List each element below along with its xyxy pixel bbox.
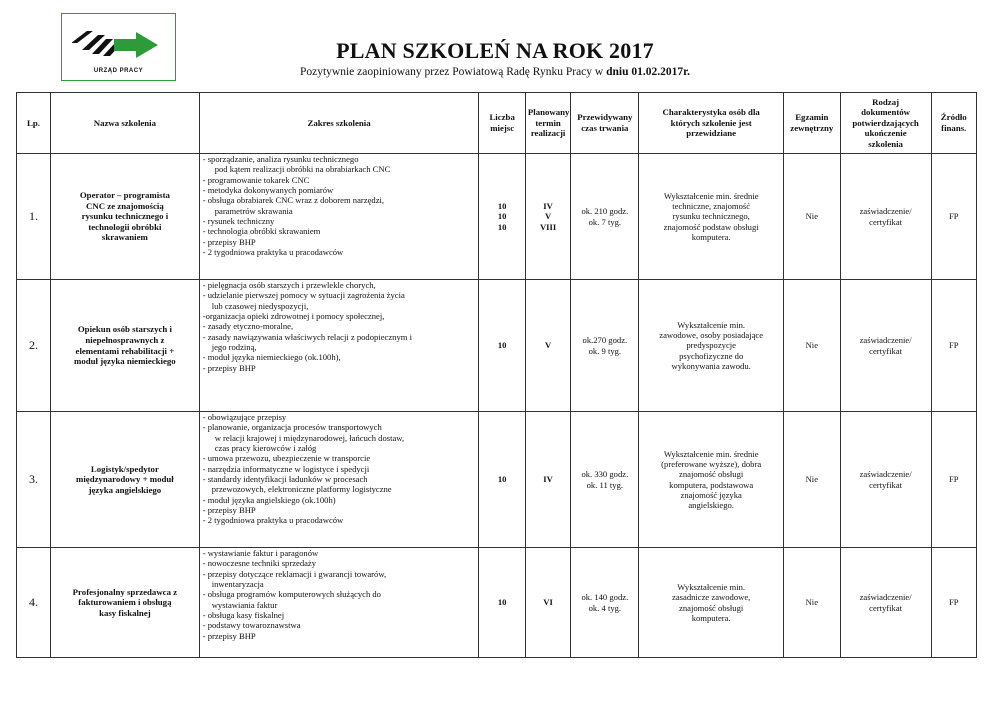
zakres-line: - przepisy BHP (202, 504, 256, 515)
zakres-line: - metodyka dokonywanych pomiarów (202, 184, 334, 195)
termin-line: VI (543, 597, 553, 608)
row-zakres (199, 548, 479, 658)
header-line: termin (535, 117, 561, 128)
header-line: finans. (941, 123, 967, 133)
zakres-line: parametrów skrawania (214, 205, 293, 216)
termin-line: V (544, 211, 552, 222)
czas-line: ok. 11 tyg. (586, 479, 624, 490)
header-czas (571, 93, 639, 154)
subtitle-prefix: Pozytywnie zaopiniowany przez Powiatową Radę Rynku Pracy w (299, 66, 607, 78)
header-line: Charakterystyka osób dla (662, 107, 760, 118)
charakterystyka-line: znajomość podstaw obsługi (663, 221, 759, 232)
header-lp: Lp. (17, 93, 51, 154)
dokumenty-line: zaświadczenie/ (859, 206, 912, 217)
row-dokumenty (840, 412, 931, 548)
liczba-line: 10 (497, 221, 507, 232)
zakres-line: w relacji krajowej i międzynarodowej, łańcuch dostaw, (214, 432, 405, 443)
nazwa-line: CNC ze znajomością (86, 200, 164, 211)
header-line: potwierdzających (852, 117, 919, 128)
row-charakterystyka (639, 154, 784, 280)
row-zrodlo: FP (931, 154, 976, 280)
header-charakterystyka (639, 93, 784, 154)
zakres-line: - umowa przewozu, ubezpieczenie w transporcie (202, 453, 371, 464)
row-nazwa (51, 154, 200, 280)
row-zakres (199, 412, 479, 548)
czas-line: ok. 140 godz. (581, 592, 629, 603)
row-termin (525, 412, 570, 548)
zakres-line: - pielęgnacja osób starszych i przewlekle chorych, (202, 280, 376, 290)
nazwa-line: technologii obróbki (88, 221, 162, 232)
row-zrodlo: FP (931, 280, 976, 412)
liczba-line: 10 (497, 340, 507, 351)
nazwa-line: Operator – programista (79, 190, 170, 201)
header-line: Egzamin (795, 112, 829, 123)
charakterystyka-line: rysunku technicznego, (672, 211, 750, 222)
charakterystyka-line: Wykształcenie min. (677, 319, 746, 330)
training-plan-table (16, 92, 977, 658)
czas-line: ok. 7 tyg. (588, 216, 622, 227)
nazwa-line: kasy fiskalnej (99, 607, 151, 618)
header-line: Źródło (940, 112, 967, 123)
czas-line: ok.270 godz. (582, 335, 628, 346)
dokumenty-line: certyfikat (869, 602, 903, 613)
zakres-line: - programowanie tokarek CNC (202, 174, 310, 185)
header-line: Planowany (527, 107, 570, 118)
header-nazwa: Nazwa szkolenia (51, 93, 200, 154)
header-line: przewidziane (686, 128, 737, 139)
termin-line: VIII (539, 221, 557, 232)
row-lp: 4. (17, 548, 51, 658)
table-row (17, 154, 977, 280)
nazwa-line: rysunku technicznego i (81, 211, 169, 222)
dokumenty-line: zaświadczenie/ (859, 335, 912, 346)
table-row (17, 412, 977, 548)
zakres-line: - moduł języka niemieckiego (ok.100h), (202, 352, 341, 363)
zakres-line: przewozowych, elektroniczne platformy logistyczne (211, 484, 392, 495)
row-dokumenty (840, 548, 931, 658)
row-nazwa (51, 412, 200, 548)
row-egzamin: Nie (783, 154, 840, 280)
zakres-line: - nowoczesne techniki sprzedaży (202, 558, 317, 569)
header-line: Rodzaj (872, 96, 900, 107)
header-line: czas trwania (581, 123, 629, 133)
row-egzamin: Nie (783, 412, 840, 548)
zakres-line: - rysunek techniczny (202, 215, 275, 226)
row-liczba (479, 412, 525, 548)
liczba-line: 10 (497, 201, 507, 212)
dokumenty-line: certyfikat (869, 345, 903, 356)
header-dokumenty (840, 93, 931, 154)
page-subtitle (180, 66, 810, 78)
dokumenty-line: certyfikat (869, 216, 903, 227)
charakterystyka-line: zasadnicze zawodowe, (672, 592, 751, 603)
zakres-line: inwentaryzacja (211, 578, 264, 589)
zakres-line: jego rodziną, (211, 341, 257, 352)
zakres-line: - obsługa programów komputerowych służących do (202, 589, 381, 600)
logo-text: URZĄD PRACY (93, 68, 144, 74)
nazwa-line: Logistyk/spedytor (90, 463, 159, 474)
charakterystyka-line: Wykształcenie min. (677, 581, 746, 592)
charakterystyka-line: znajomość obsługi (679, 602, 744, 613)
zakres-line: - obowiązujące przepisy (202, 412, 287, 422)
row-charakterystyka (639, 280, 784, 412)
row-zakres (199, 280, 479, 412)
charakterystyka-line: znajomość obsługi (679, 469, 744, 480)
row-czas (571, 280, 639, 412)
subtitle-date: dniu 01.02.2017r. (606, 66, 691, 78)
header-zrodlo (931, 93, 976, 154)
charakterystyka-line: komputera, podstawowa (669, 479, 754, 490)
row-dokumenty (840, 280, 931, 412)
header-line: realizacji (530, 128, 566, 139)
nazwa-line: moduł języka niemieckiego (74, 356, 176, 367)
header-line: miejsc (490, 123, 515, 133)
header-liczba (479, 93, 525, 154)
row-zrodlo: FP (931, 548, 976, 658)
charakterystyka-line: psychofizyczne do (679, 350, 744, 361)
logo-graphic (72, 23, 168, 67)
zakres-line: - podstawy towaroznawstwa (202, 620, 301, 631)
nazwa-line: Profesjonalny sprzedawca z (72, 586, 178, 597)
row-lp: 3. (17, 412, 51, 548)
row-czas (571, 412, 639, 548)
liczba-line: 10 (497, 597, 507, 608)
czas-line: ok. 9 tyg. (588, 345, 622, 356)
table-row (17, 548, 977, 658)
row-liczba (479, 280, 525, 412)
termin-line: IV (543, 201, 553, 212)
nazwa-line: fakturowaniem i obsługą (78, 597, 172, 608)
zakres-line: - 2 tygodniowa praktyka u pracodawców (202, 515, 344, 526)
dokumenty-line: certyfikat (869, 479, 903, 490)
zakres-line: - standardy identyfikacji ładunków w procesach (202, 473, 368, 484)
arrow-icon (114, 32, 158, 58)
charakterystyka-line: zawodowe, osoby posiadające (659, 330, 764, 341)
header-line: Liczba (489, 112, 515, 123)
czas-line: ok. 4 tyg. (588, 602, 622, 613)
dokumenty-line: zaświadczenie/ (859, 592, 912, 603)
nazwa-line: międzynarodowy + moduł (76, 474, 174, 485)
zakres-line: - technologia obróbki skrawaniem (202, 226, 321, 237)
header-zakres: Zakres szkolenia (199, 93, 479, 154)
czas-line: ok. 210 godz. (581, 206, 629, 217)
charakterystyka-line: (preferowane wyższe), dobra (661, 458, 762, 469)
row-termin (525, 548, 570, 658)
charakterystyka-line: komputera. (691, 231, 731, 242)
header-line: Przewidywany (577, 112, 633, 123)
dokumenty-line: zaświadczenie/ (859, 469, 912, 480)
row-lp: 2. (17, 280, 51, 412)
header-row (17, 93, 977, 154)
czas-line: ok. 330 godz. (581, 469, 629, 480)
zakres-line: lub czasowej niedyspozycji, (211, 300, 309, 311)
charakterystyka-line: angielskiego. (688, 500, 734, 511)
row-dokumenty (840, 154, 931, 280)
liczba-line: 10 (497, 211, 507, 222)
nazwa-line: Opiekun osób starszych i (77, 324, 172, 335)
liczba-line: 10 (497, 474, 507, 485)
row-liczba (479, 548, 525, 658)
zakres-line: - udzielanie pierwszej pomocy w sytuacji zagrożenia życia (202, 290, 405, 301)
row-charakterystyka (639, 548, 784, 658)
zakres-line: - sporządzanie, analiza rysunku technicznego (202, 154, 359, 164)
urzad-pracy-logo (61, 13, 176, 81)
charakterystyka-line: znajomość języka (680, 489, 742, 500)
header-egzamin (783, 93, 840, 154)
charakterystyka-line: Wykształcenie min. średnie (663, 448, 759, 459)
table-row (17, 280, 977, 412)
zakres-line: -organizacja opieki zdrowotnej i pomocy społecznej, (202, 310, 385, 321)
zakres-line: - zasady nawiązywania właściwych relacji z podopiecznym i (202, 331, 412, 342)
charakterystyka-line: wykonywania zawodu. (671, 360, 751, 371)
zakres-line: - 2 tygodniowa praktyka u pracodawców (202, 246, 344, 257)
zakres-line: wystawiania faktur (211, 599, 278, 610)
zakres-line: - obsługa obrabiarek CNC wraz z doborem narzędzi, (202, 195, 385, 206)
row-zrodlo: FP (931, 412, 976, 548)
nazwa-line: niepełnosprawnych z (85, 334, 165, 345)
zakres-line: - przepisy BHP (202, 362, 256, 373)
header-line: ukończenie (864, 128, 907, 139)
nazwa-line: języka angielskiego (88, 484, 162, 495)
charakterystyka-line: techniczne, znajomość (672, 201, 751, 212)
zakres-line: - zasady etyczno-moralne, (202, 321, 294, 332)
zakres-line: - obsługa kasy fiskalnej (202, 609, 285, 620)
header-line: szkolenia (868, 138, 903, 149)
header-termin (525, 93, 570, 154)
header-line: zewnętrzny (790, 123, 834, 133)
zakres-line: - wystawianie faktur i paragonów (202, 548, 319, 558)
row-egzamin: Nie (783, 548, 840, 658)
header-line: których szkolenie jest (670, 117, 752, 128)
termin-line: V (544, 340, 552, 351)
zakres-line: - przepisy dotyczące reklamacji i gwarancji towarów, (202, 568, 387, 579)
header-line: dokumentów (861, 107, 911, 118)
row-egzamin: Nie (783, 280, 840, 412)
row-czas (571, 154, 639, 280)
row-charakterystyka (639, 412, 784, 548)
zakres-line: pod kątem realizacji obróbki na obrabiarkach CNC (214, 164, 391, 175)
charakterystyka-line: predyspozycje (686, 340, 736, 351)
row-termin (525, 280, 570, 412)
row-lp: 1. (17, 154, 51, 280)
zakres-line: - przepisy BHP (202, 236, 256, 247)
zakres-line: - przepisy BHP (202, 630, 256, 641)
row-czas (571, 548, 639, 658)
row-liczba (479, 154, 525, 280)
zakres-line: czas pracy kierowców i załóg (214, 442, 317, 453)
nazwa-line: elementami rehabilitacji + (75, 345, 175, 356)
nazwa-line: skrawaniem (101, 232, 148, 243)
charakterystyka-line: Wykształcenie min. średnie (663, 190, 759, 201)
row-zakres (199, 154, 479, 280)
termin-line: IV (543, 474, 553, 485)
row-termin (525, 154, 570, 280)
page-title: PLAN SZKOLEŃ NA ROK 2017 (336, 38, 654, 63)
charakterystyka-line: komputera. (691, 612, 731, 623)
zakres-line: - narzędzia informatyczne w logistyce i spedycji (202, 463, 370, 474)
zakres-line: - moduł języka angielskiego (ok.100h) (202, 494, 336, 505)
zakres-line: - planowanie, organizacja procesów transportowych (202, 422, 382, 433)
row-nazwa (51, 280, 200, 412)
row-nazwa (51, 548, 200, 658)
